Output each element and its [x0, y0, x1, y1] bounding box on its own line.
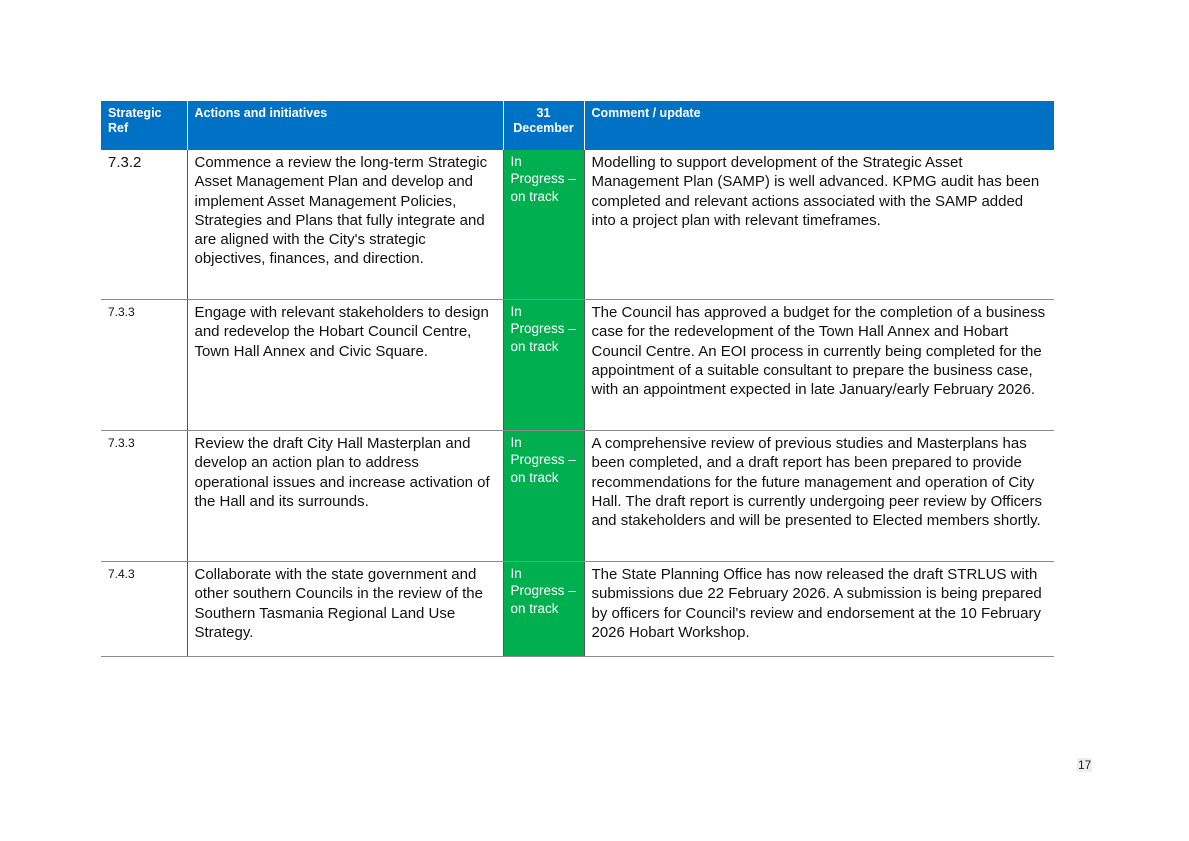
header-strategic-ref: Strategic Ref — [101, 101, 187, 150]
row-action: Review the draft City Hall Masterplan and develop an action plan to address operational issues and increase activation of the Hall and its surrounds. — [187, 431, 503, 562]
row-strategic-ref: 7.3.3 — [101, 300, 187, 431]
row-comment: A comprehensive review of previous studies and Masterplans has been completed, and a draft report has been prepared to provide recommendations for the future management and operation of City Hall. The draft report is currently undergoing peer review by Officers and stakeholders and will be presented to Elected members shortly. — [584, 431, 1054, 562]
row-strategic-ref: 7.4.3 — [101, 562, 187, 657]
row-strategic-ref: 7.3.3 — [101, 431, 187, 562]
table-row — [101, 150, 1054, 300]
row-status-badge: In Progress – on track — [503, 431, 584, 562]
page-number: 17 — [1078, 758, 1092, 772]
table-row — [101, 562, 1054, 657]
row-action: Commence a review the long-term Strategic Asset Management Plan and develop and implement Asset Management Policies, Strategies and Plans that fully integrate and are aligned with the City's strategic objectives, finances, and direction. — [187, 150, 503, 300]
table-row — [101, 431, 1054, 562]
row-status-badge: In Progress – on track — [503, 562, 584, 657]
header-comment-update: Comment / update — [584, 101, 1054, 150]
header-status-date: 31 December — [503, 101, 584, 150]
row-strategic-ref: 7.3.2 — [101, 150, 187, 300]
progress-report-table — [101, 101, 1054, 657]
row-comment: Modelling to support development of the Strategic Asset Management Plan (SAMP) is well advanced. KPMG audit has been completed and relevant actions associated with the SAMP added into a project plan with relevant timeframes. — [584, 150, 1054, 300]
table-row — [101, 300, 1054, 431]
row-action: Engage with relevant stakeholders to design and redevelop the Hobart Council Centre, Town Hall Annex and Civic Square. — [187, 300, 503, 431]
row-comment: The Council has approved a budget for the completion of a business case for the redevelopment of the Town Hall Annex and Hobart Council Centre. An EOI process in currently being completed for the appointment of a suitable consultant to prepare the business case, with an appointment expected in late January/early February 2026. — [584, 300, 1054, 431]
row-status-badge: In Progress – on track — [503, 150, 584, 300]
header-actions-initiatives: Actions and initiatives — [187, 101, 503, 150]
row-action: Collaborate with the state government and other southern Councils in the review of the Southern Tasmania Regional Land Use Strategy. — [187, 562, 503, 657]
table-header-row — [101, 101, 1054, 150]
row-comment: The State Planning Office has now released the draft STRLUS with submissions due 22 February 2026. A submission is being prepared by officers for Council's review and endorsement at the 10 February 2026 Hobart Workshop. — [584, 562, 1054, 657]
row-status-badge: In Progress – on track — [503, 300, 584, 431]
